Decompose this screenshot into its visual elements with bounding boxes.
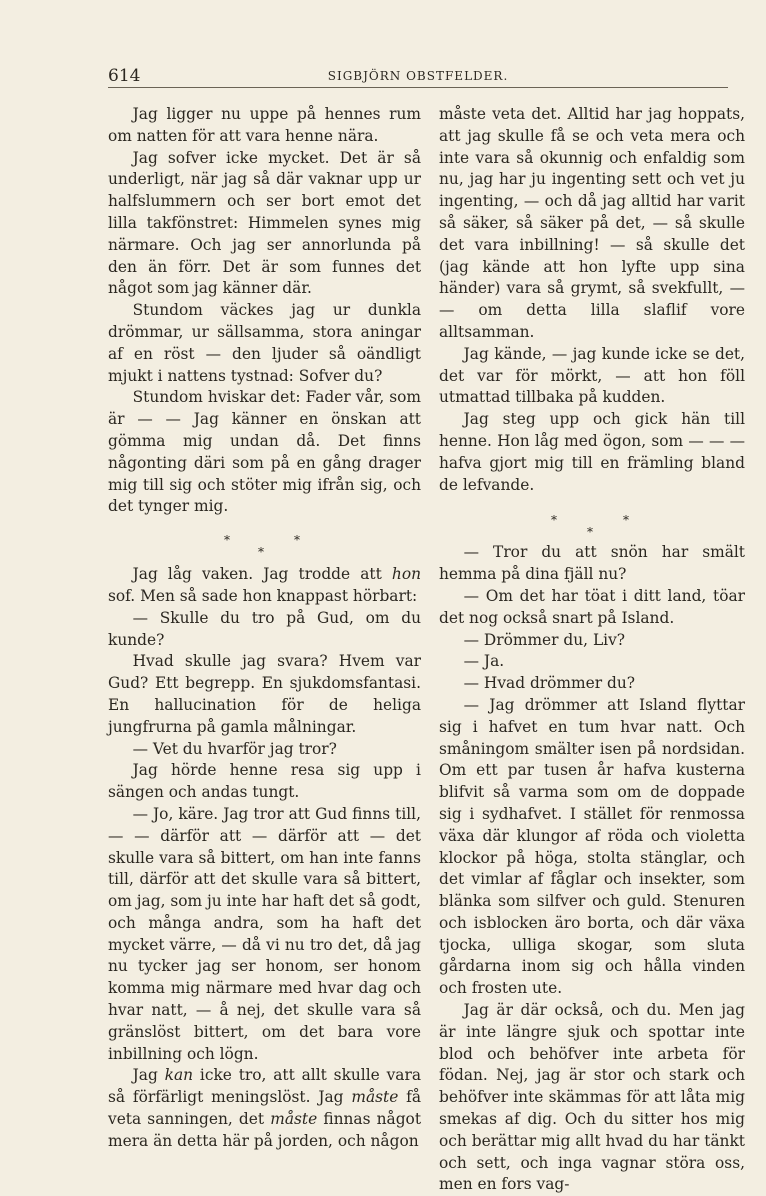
left-column xyxy=(108,104,421,1153)
emphasis: hon xyxy=(391,565,421,584)
running-title: SIGBJÖRN OBSTFELDER. xyxy=(327,69,509,83)
paragraph: — Jo, käre. Jag tror att Gud finns till, — — därför att — därför att — det skulle vara så bittert, om han inte fanns till, därför att det skulle vara så bittert, om jag, som ju inte har haft det så godt, och många andra, som ha haft det mycket värre, — då vi nu tro det, då jag nu tycker jag ser honom, ser honom komma mig närmare med hvar dag och hvar natt, — å nej, det skulle vara så gränslöst bittert, om det bara vore inbillning och lögn. xyxy=(108,804,421,1063)
paragraph: Jag sofver icke mycket. Det är så underligt, när jag så där vaknar upp ur halfslummern och ser bort emot det lilla takfönstret: Himmelen synes mig närmare. Och jag ser annorlunda på den än förr. Det är som funnes det något som jag känner där. xyxy=(108,148,421,298)
emphasis: måste xyxy=(270,1110,318,1129)
asterisk: * xyxy=(294,533,300,548)
emphasis: måste xyxy=(351,1088,399,1107)
paragraph: Jag kände, — jag kunde icke se det, det var för mörkt, — att hon föll utmattad tillbaka på kudden. xyxy=(439,344,745,407)
paragraph: Jag låg vaken. Jag trodde att hon sof. Men så sade hon knappast hörbart: xyxy=(108,565,421,605)
asterisk: * xyxy=(224,533,230,548)
paragraph: — Tror du att snön har smält hemma på dina fjäll nu? xyxy=(439,543,745,584)
emphasis: kan xyxy=(164,1066,194,1085)
paragraph: — Vet du hvarför jag tror? xyxy=(132,739,337,758)
paragraph: Jag kan icke tro, att allt skulle vara så förfärligt meningslöst. Jag måste få veta sanningen, det måste finnas något mera än detta här på jorden, och någon xyxy=(108,1066,422,1150)
paragraph: Jag hörde henne resa sig upp i sängen och andas tungt. xyxy=(108,761,421,802)
paragraph: Hvad skulle jag svara? Hvem var Gud? Ett begrepp. En sjukdomsfantasi. En hallucination för de heliga jungfrurna på gamla målningar. xyxy=(108,652,421,736)
right-column xyxy=(439,104,745,1196)
asterisk: * xyxy=(623,513,629,528)
asterisk: * xyxy=(551,513,557,528)
paragraph: Jag ligger nu uppe på hennes rum om natten för att vara henne nära. xyxy=(108,105,421,145)
asterisk: * xyxy=(587,525,593,540)
page-number: 614 xyxy=(108,66,141,86)
paragraph: — Om det har töat i ditt land, töar det nog också snart på Island. xyxy=(439,586,745,627)
asterisk: * xyxy=(258,545,264,560)
paragraph: — Skulle du tro på Gud, om du kunde? xyxy=(108,608,421,649)
paragraph: — Jag drömmer att Island flyttar sig i hafvet en tum hvar natt. Och småningom smälter isen på nordsidan. Om ett par tusen år hafva kusterna blifvit så varma som om de doppade sig i sydhafvet. I stället för renmossa växa där klungor af röda och violetta klockor på höga, stolta stänglar, och det vimlar af fåglar och insekter, som blänka som silfver och guld. Stenuren och isblocken äro borta, och där växa tjocka, ulliga skogar, som sluta gårdarna inom sig och hålla vinden och frosten ute. xyxy=(439,695,745,998)
page-header xyxy=(108,66,728,88)
section-break xyxy=(108,518,421,564)
paragraph: Jag steg upp och gick hän till henne. Hon låg med ögon, som — — — hafva gjort mig till en främling bland de lefvande. xyxy=(439,410,745,494)
paragraph: — Drömmer du, Liv? xyxy=(463,630,626,649)
paragraph: — Hvad drömmer du? xyxy=(463,674,635,693)
section-break xyxy=(439,496,745,542)
header-rule xyxy=(108,87,728,88)
paragraph: måste veta det. Alltid har jag hoppats, att jag skulle få se och veta mera och inte vara så okunnig och enfaldig som nu, jag har ju ingenting sett och vet ju ingenting, — och då jag alltid har varit så säker, så säker på det, — så skulle det vara inbillning! — så skulle det (jag kände att hon lyfte upp sina händer) vara så grymt, så svekfullt, — — om detta lilla slaflif vore alltsamman. xyxy=(439,105,745,341)
paragraph: Stundom väckes jag ur dunkla drömmar, ur sällsamma, stora aningar af en röst — den ljuder så oändligt mjukt i nattens tystnad: Sofver du? xyxy=(108,301,421,385)
paragraph: Stundom hviskar det: Fader vår, som är — — Jag känner en önskan att gömma mig undan då. Det finns någonting däri som på en gång drager mig till sig och stöter mig ifrån sig, och det tynger mig. xyxy=(108,388,421,516)
paragraph: Jag är där också, och du. Men jag är inte längre sjuk och spottar inte blod och behöfver inte arbeta för födan. Nej, jag är stor och stark och behöfver inte skämmas för att låta mig smekas af dig. Och du sitter hos mig och berättar mig allt hvad du har tänkt och sett, och inga vagnar störa oss, men en fors vag- xyxy=(439,1001,745,1194)
paragraph: — Ja. xyxy=(463,652,505,671)
